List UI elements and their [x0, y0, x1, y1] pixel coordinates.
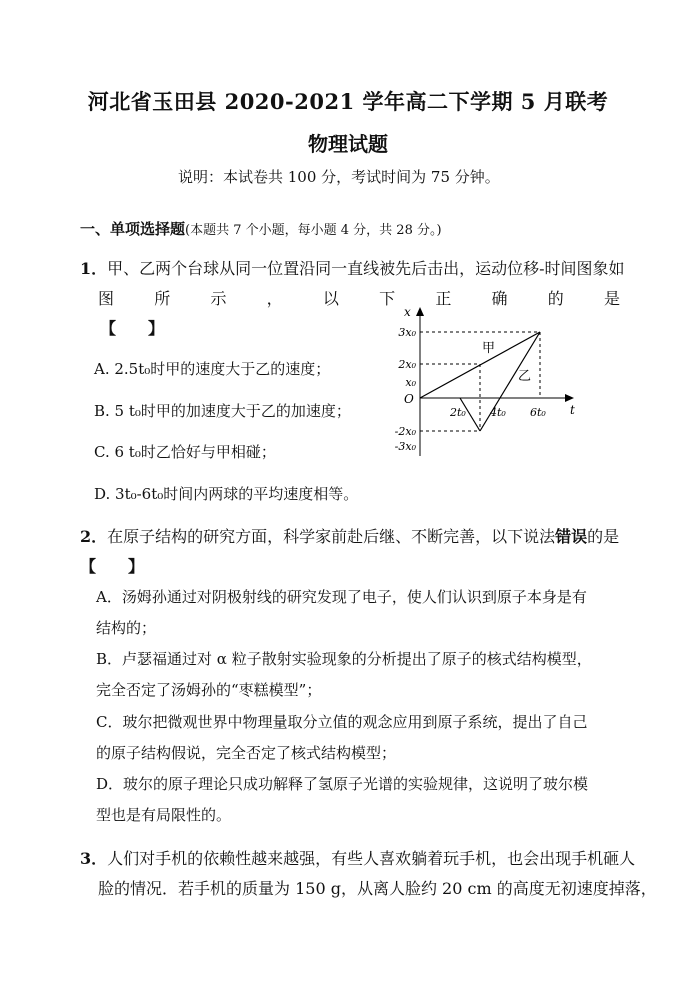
q1-word: 是 [603, 289, 620, 308]
x-tick-6t0: 6t₀ [530, 406, 546, 419]
section-heading [80, 218, 442, 239]
y-tick-3x0: 3x₀ [398, 326, 416, 339]
q2-option-c-line1: C．玻尔把微观世界中物理量取分立值的观念应用到原子系统，提出了自己 [96, 713, 588, 731]
q3-line1 [80, 846, 635, 869]
origin-label: O [404, 392, 414, 406]
q2-stem-bold: 错误 [555, 527, 588, 546]
q2-line1 [80, 524, 619, 547]
q3-stem-line2: 脸的情况．若手机的质量为 150 g，从离人脸约 20 cm 的高度无初速度掉落， [98, 879, 657, 898]
exam-note: 说明：本试卷共 100 分，考试时间为 75 分钟。 [178, 168, 500, 186]
q1-option-b: B. 5 t₀时甲的加速度大于乙的加速度； [94, 402, 351, 420]
q1-stem: 甲、乙两个台球从同一位置沿同一直线被先后击出，运动位移-时间图象如 [107, 259, 625, 278]
q1-answer-bracket: 【 】 [100, 319, 165, 338]
q1-option-d: D. 3t₀-6t₀时间内两球的平均速度相等。 [94, 485, 359, 503]
y-tick-neg2x0: -2x₀ [394, 425, 416, 438]
exam-title: 河北省玉田县 2020-2021 学年高二下学期 5 月联考 [87, 89, 609, 114]
q3-stem-line1: 人们对手机的依赖性越来越强，有些人喜欢躺着玩手机，也会出现手机砸人 [107, 849, 636, 868]
q1-xt-graph [360, 304, 590, 464]
section-heading-prefix: 一、单项 [80, 220, 141, 238]
q2-stem-post: 的是 [587, 527, 620, 546]
q2-option-c-line2: 的原子结构假说，完全否定了核式结构模型； [96, 744, 397, 762]
q2-option-d-line1: D．玻尔的原子理论只成功解释了氢原子光谱的实验规律，这说明了玻尔模 [96, 775, 589, 793]
q1-word: ， [266, 289, 283, 308]
q2-option-b-line1: B．卢瑟福通过对 α 粒子散射实验现象的分析提出了原子的核式结构模型， [96, 650, 592, 668]
q1-word: 以 [322, 289, 339, 308]
x-tick-4t0: 4t₀ [490, 406, 506, 419]
jia-label: 甲 [482, 341, 496, 356]
y-tick-neg3x0: -3x₀ [394, 440, 416, 453]
q2-answer-bracket: 【 】 [80, 557, 145, 576]
q2-option-a-line2: 结构的； [96, 619, 157, 637]
q1-number: 1． [80, 259, 108, 278]
q1-option-c: C. 6 t₀时乙恰好与甲相碰； [94, 443, 276, 461]
q1-option-a: A. 2.5t₀时甲的速度大于乙的速度； [94, 360, 331, 378]
x-axis-arrow-icon [565, 394, 574, 402]
q1-word: 所 [154, 289, 171, 308]
q1-word: 示 [210, 289, 227, 308]
y-axis-arrow-icon [416, 307, 424, 316]
q1-line1 [80, 256, 625, 279]
q1-word: 正 [435, 289, 452, 308]
y-tick-x0: x₀ [405, 376, 416, 389]
x-axis-label: t [570, 403, 575, 417]
section-heading-suffix: (本题共 7 个小题，每小题 4 分，共 28 分。) [185, 223, 442, 238]
q2-option-a-line1: A．汤姆孙通过对阴极射线的研究发现了电子，使人们认识到原子本身是有 [96, 588, 587, 606]
yi-label: 乙 [518, 369, 532, 384]
q1-word: 图 [98, 289, 115, 308]
exam-subtitle: 物理试题 [308, 132, 388, 156]
q3-number: 3． [80, 849, 108, 868]
x-tick-2t0: 2t₀ [450, 406, 466, 419]
section-heading-bold: 选择题 [140, 220, 186, 238]
q1-word: 下 [379, 289, 396, 308]
q2-option-d-line2: 型也是有局限性的。 [96, 806, 232, 824]
q2-stem-pre: 在原子结构的研究方面，科学家前赴后继、不断完善，以下说法 [107, 527, 556, 546]
q2-number: 2． [80, 527, 108, 546]
q1-word: 确 [491, 289, 508, 308]
q1-word: 的 [547, 289, 564, 308]
y-tick-2x0: 2x₀ [398, 358, 416, 371]
q2-option-b-line2: 完全否定了汤姆孙的“枣糕模型”； [96, 681, 322, 699]
y-axis-label: x [404, 305, 411, 319]
